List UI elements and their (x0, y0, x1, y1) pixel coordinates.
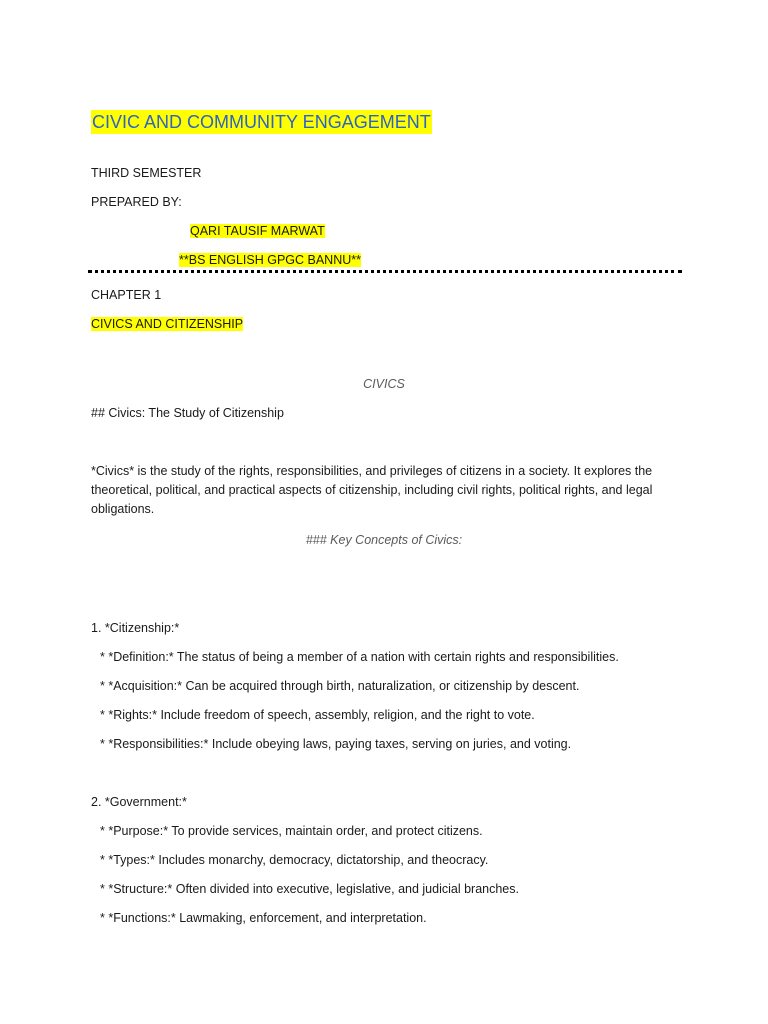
department-line (179, 252, 361, 268)
list-item: * *Purpose:* To provide services, maintain order, and protect citizens. (100, 824, 483, 838)
list-item: * *Responsibilities:* Include obeying laws, paying taxes, serving on juries, and voting. (100, 737, 572, 751)
intro-paragraph: *Civics* is the study of the rights, responsibilities, and privileges of citizens in a society. It explores the theoretical, political, and practical aspects of citizenship, including civil rights, political rights, and legal obligations. (91, 464, 653, 516)
author-name (190, 223, 325, 239)
list-item: * *Acquisition:* Can be acquired through birth, naturalization, or citizenship by descent. (100, 679, 580, 693)
list-item: * *Structure:* Often divided into executive, legislative, and judicial branches. (100, 882, 519, 896)
list-item: * *Functions:* Lawmaking, enforcement, and interpretation. (100, 911, 427, 925)
chapter-title (91, 316, 243, 332)
author-name-text: QARI TAUSIF MARWAT (190, 224, 325, 238)
dotted-divider (88, 270, 682, 273)
concept-heading: 2. *Government:* (91, 795, 187, 809)
list-item: * *Rights:* Include freedom of speech, assembly, religion, and the right to vote. (100, 708, 535, 722)
key-concepts-heading: ### Key Concepts of Civics: (305, 533, 463, 547)
semester-label: THIRD SEMESTER (91, 166, 202, 180)
concept-heading: 1. *Citizenship:* (91, 621, 180, 635)
chapter-label: CHAPTER 1 (91, 288, 162, 302)
department-text: **BS ENGLISH GPGC BANNU** (179, 253, 361, 267)
list-item: * *Definition:* The status of being a member of a nation with certain rights and responsibilities. (100, 650, 619, 664)
document-title: CIVIC AND COMMUNITY ENGAGEMENT (92, 112, 431, 132)
subheading: ## Civics: The Study of Citizenship (91, 406, 284, 420)
list-item: * *Types:* Includes monarchy, democracy, dictatorship, and theocracy. (100, 853, 489, 867)
chapter-title-text: CIVICS AND CITIZENSHIP (91, 317, 244, 331)
prepared-by-label: PREPARED BY: (91, 195, 182, 209)
section-heading: CIVICS (363, 377, 405, 391)
